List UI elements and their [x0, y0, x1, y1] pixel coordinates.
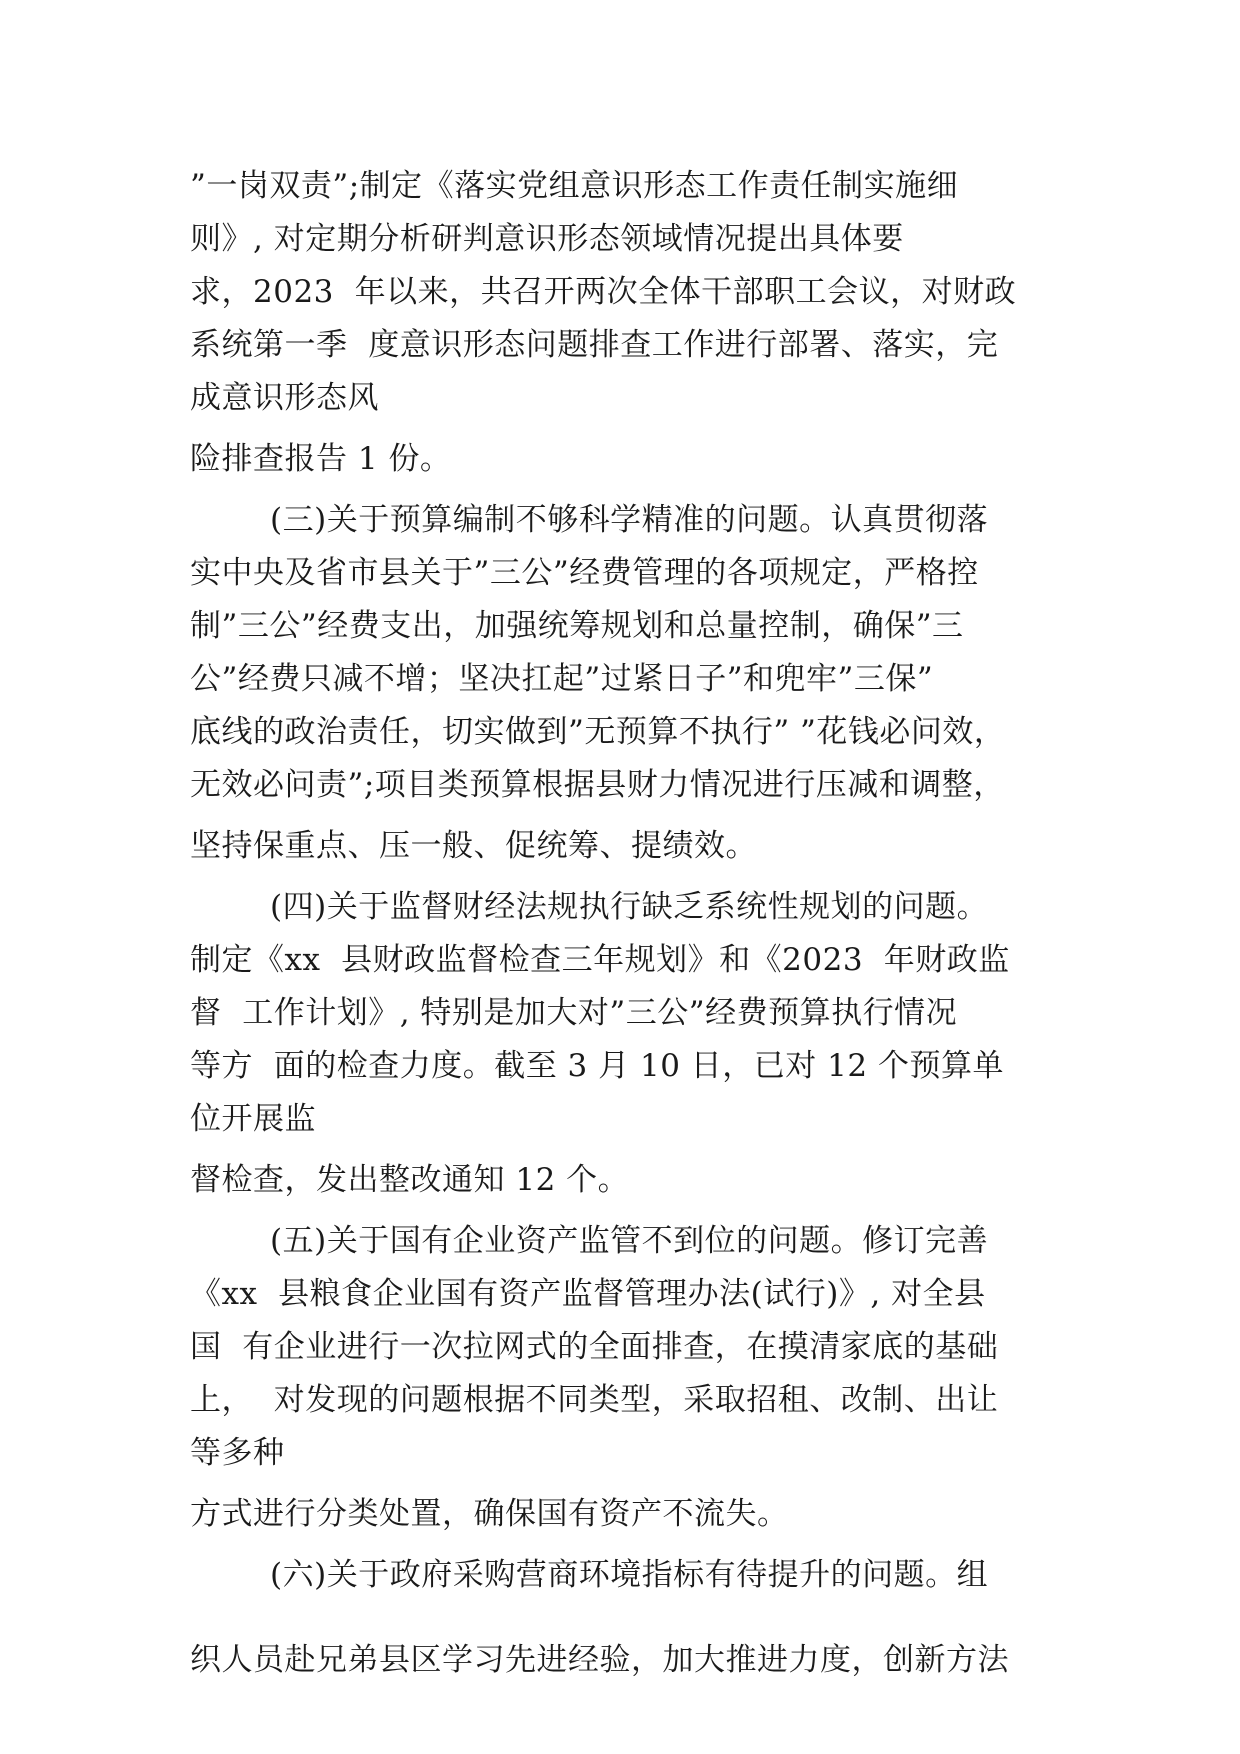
text-line: 《xx 县粮食企业国有资产监督管理办法(试行)》, 对全县	[190, 1276, 986, 1312]
text-line: 公”经费只减不增；坚决扛起”过紧日子”和兜牢”三保”	[190, 661, 934, 697]
text-line: 督 工作计划》, 特别是加大对”三公”经费预算执行情况	[190, 995, 958, 1031]
text-line: 国 有企业进行一次拉网式的全面排查，在摸清家底的基础	[190, 1329, 999, 1365]
text-line: 督检查，发出整改通知 12 个。	[190, 1162, 630, 1198]
text-line: 等多种	[190, 1435, 285, 1471]
text-line: 实中央及省市县关于”三公”经费管理的各项规定，严格控	[190, 555, 979, 591]
paragraph-heading: (六)关于政府采购营商环境指标有待提升的问题。组	[270, 1557, 989, 1593]
text-line: 无效必问责”;项目类预算根据县财力情况进行压减和调整，	[190, 767, 1005, 803]
paragraph-heading: (四)关于监督财经法规执行缺乏系统性规划的问题。	[270, 889, 989, 925]
text-line: 系统第一季 度意识形态问题排查工作进行部署、落实，完	[190, 327, 999, 363]
text-line: 底线的政治责任，切实做到”无预算不执行” ”花钱必问效，	[190, 714, 1006, 750]
text-line: 等方 面的检查力度。截至 3 月 10 日，已对 12 个预算单	[190, 1048, 1004, 1084]
text-line: 制定《xx 县财政监督检查三年规划》和《2023 年财政监	[190, 942, 1010, 978]
text-line: 位开展监	[190, 1101, 316, 1137]
text-line: 制”三公”经费支出，加强统筹规划和总量控制，确保”三	[190, 608, 964, 644]
text-line: 成意识形态风	[190, 380, 379, 416]
text-line: 方式进行分类处置，确保国有资产不流失。	[190, 1496, 789, 1532]
text-line: 则》, 对定期分析研判意识形态领域情况提出具体要	[190, 221, 904, 257]
paragraph-heading: (五)关于国有企业资产监管不到位的问题。修订完善	[270, 1223, 989, 1259]
text-line: 坚持保重点、压一般、促统筹、提绩效。	[190, 828, 757, 864]
text-line: ”一岗双责”;制定《落实党组意识形态工作责任制实施细	[190, 168, 959, 204]
text-line: 险排查报告 1 份。	[190, 441, 452, 477]
paragraph-heading: (三)关于预算编制不够科学精准的问题。认真贯彻落	[270, 502, 989, 538]
text-line: 上， 对发现的问题根据不同类型，采取招租、改制、出让	[190, 1382, 999, 1418]
text-line: 织人员赴兄弟县区学习先进经验，加大推进力度，创新方法	[190, 1642, 1009, 1678]
text-line: 求，2023 年以来，共召开两次全体干部职工会议，对财政	[190, 274, 1017, 310]
